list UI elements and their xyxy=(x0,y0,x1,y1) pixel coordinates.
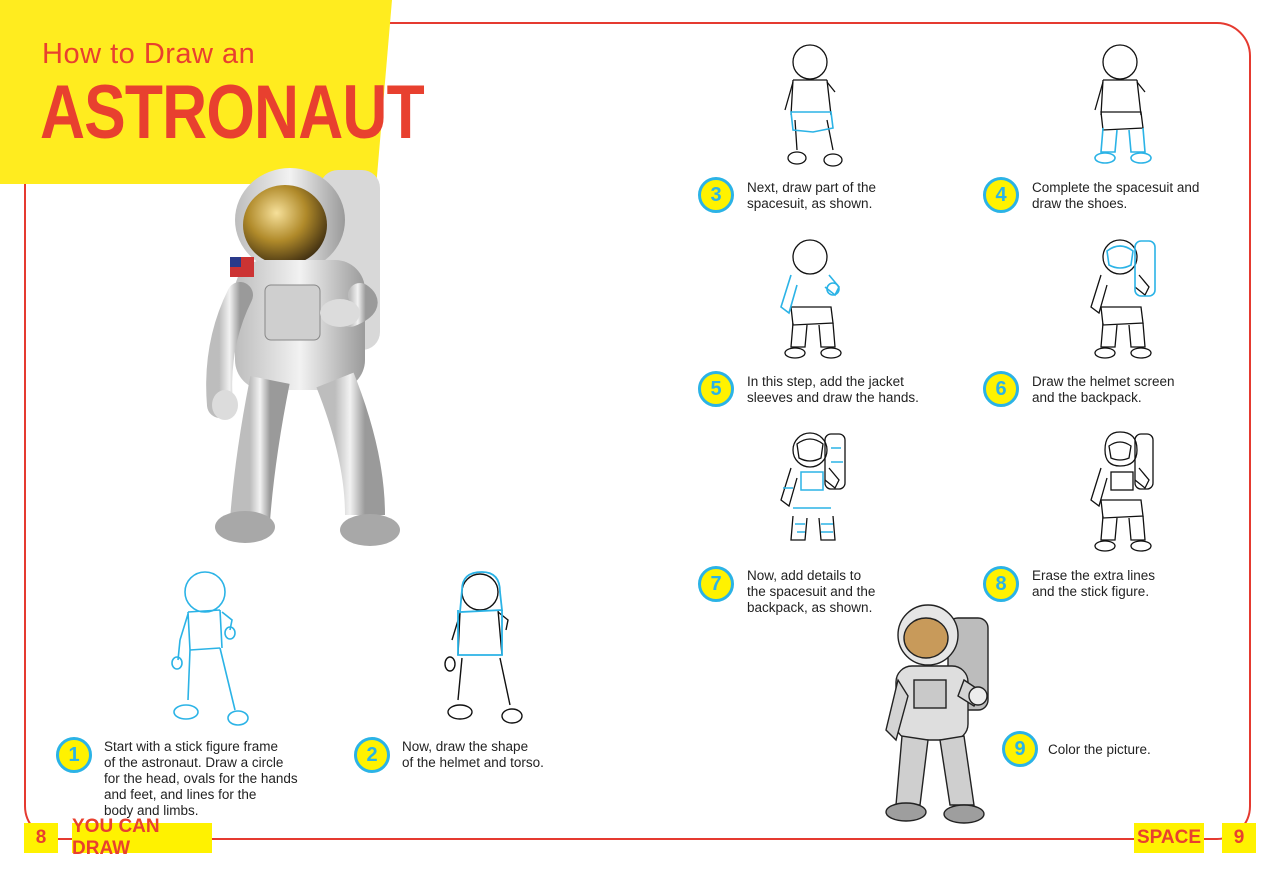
title-subheading: How to Draw an xyxy=(42,38,256,70)
astronaut-photo xyxy=(200,165,410,560)
step-8-number: 8 xyxy=(983,566,1019,602)
step-9-text: Color the picture. xyxy=(1048,742,1151,757)
step-4-text: Complete the spacesuit and draw the shoes. xyxy=(1032,180,1200,211)
left-page-number: 8 xyxy=(24,823,58,853)
step-9-number: 9 xyxy=(1002,731,1038,767)
step-6-text: Draw the helmet screen and the backpack. xyxy=(1032,374,1175,405)
step-3-number: 3 xyxy=(698,177,734,213)
step-3-sketch xyxy=(775,40,855,170)
step-7-sketch xyxy=(775,428,855,558)
page-title: ASTRONAUT xyxy=(40,70,424,155)
step-1-sketch xyxy=(160,570,260,730)
step-8-sketch xyxy=(1085,428,1165,558)
step-5-sketch xyxy=(775,235,855,365)
step-9-colored-astronaut xyxy=(878,600,998,832)
step-6-number: 6 xyxy=(983,371,1019,407)
step-1-text: Start with a stick figure frame of the astronaut. Draw a circle for the head, ovals for the hands and feet, and lines for the body and limbs. xyxy=(104,739,298,818)
step-8-text: Erase the extra lines and the stick figure. xyxy=(1032,568,1156,599)
step-7-text: Now, add details to the spacesuit and the backpack, as shown. xyxy=(747,568,876,615)
right-page-number: 9 xyxy=(1222,823,1256,853)
step-2-sketch xyxy=(440,570,530,730)
step-7-number: 7 xyxy=(698,566,734,602)
step-4-number: 4 xyxy=(983,177,1019,213)
right-footer-label: SPACE xyxy=(1134,823,1204,853)
step-1-number: 1 xyxy=(56,737,92,773)
step-5-number: 5 xyxy=(698,371,734,407)
step-3-text: Next, draw part of the spacesuit, as shown. xyxy=(747,180,877,211)
step-2-number: 2 xyxy=(354,737,390,773)
step-2-text: Now, draw the shape of the helmet and torso. xyxy=(402,739,544,770)
step-5-text: In this step, add the jacket sleeves and draw the hands. xyxy=(747,374,919,405)
left-footer-label: YOU CAN DRAW xyxy=(72,823,212,853)
step-6-sketch xyxy=(1085,235,1165,365)
step-4-sketch xyxy=(1085,40,1165,170)
